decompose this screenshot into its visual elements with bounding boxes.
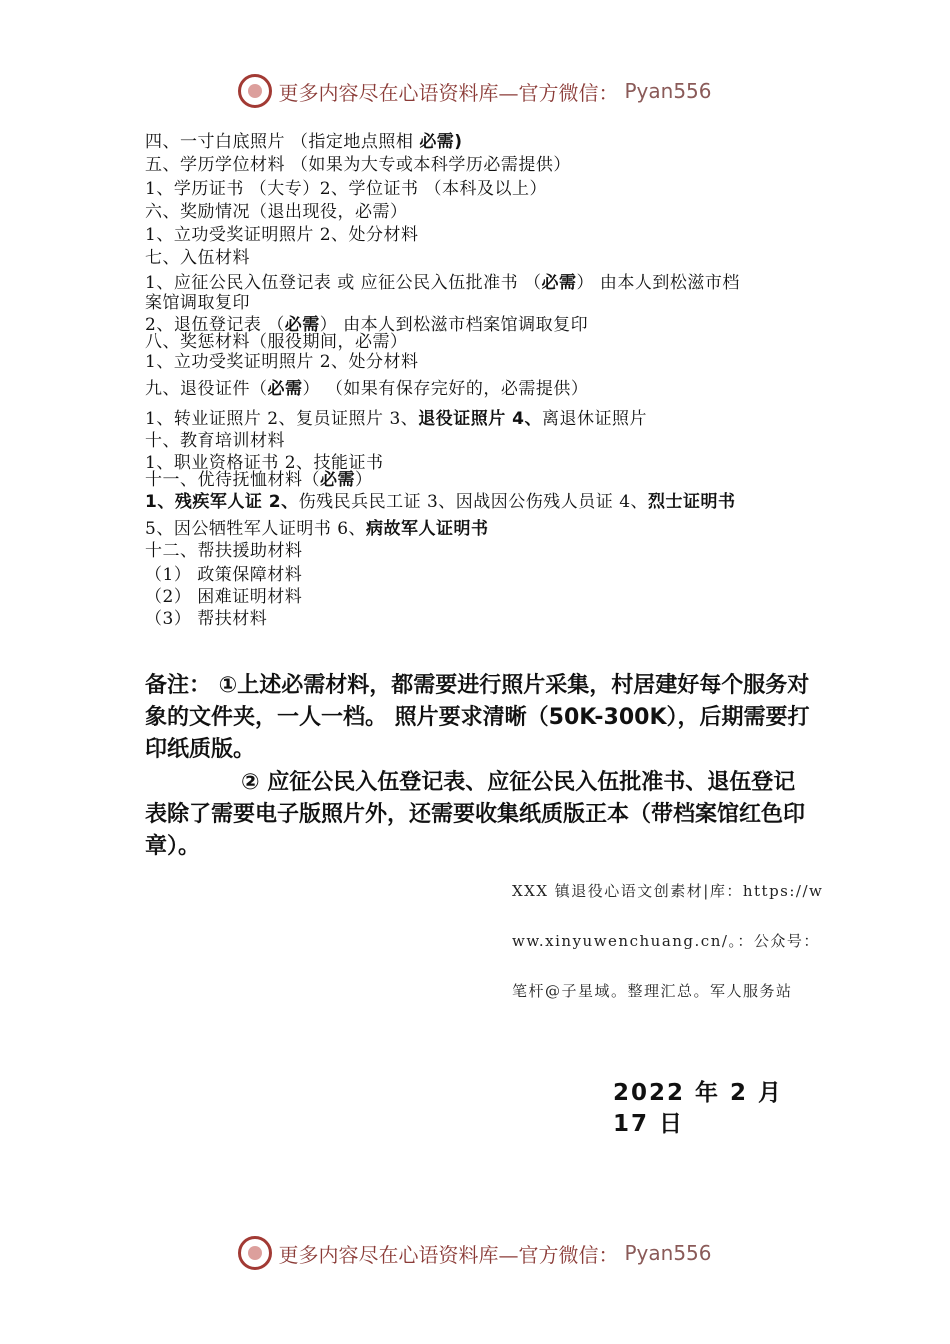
line-text: ） 由本人到松滋市档案馆调取复印 bbox=[319, 315, 589, 335]
line-text: 1、学历证书 （大专）2、学位证书 （本科及以上） bbox=[145, 179, 547, 199]
list-line bbox=[145, 609, 267, 630]
list-line bbox=[145, 248, 250, 269]
list-line bbox=[145, 409, 647, 430]
list-line bbox=[145, 352, 419, 373]
list-line bbox=[145, 202, 408, 223]
bold-text: 1、残疾军人证 2、 bbox=[145, 492, 299, 512]
bold-text: 必需 bbox=[541, 273, 577, 293]
list-line bbox=[145, 587, 302, 608]
note-1: 备注： ①上述必需材料，都需要进行照片采集，村居建好每个服务对象的文件夹，一人一档。 照片要求清晰（50K-300K），后期需要打印纸质版。 bbox=[145, 673, 810, 762]
list-line bbox=[145, 379, 588, 400]
document-date: 2022 年 2 月 17 日 bbox=[613, 1080, 784, 1137]
list-line bbox=[145, 132, 463, 153]
line-text: 2、退伍登记表 （ bbox=[145, 315, 285, 335]
watermark-top bbox=[0, 74, 950, 108]
note-2: ② 应征公民入伍登记表、应征公民入伍批准书、退伍登记表除了需要电子版照片外，还需要收集纸质版正本（带档案馆红色印章）。 bbox=[145, 770, 806, 859]
list-line bbox=[145, 225, 419, 246]
list-line bbox=[145, 155, 571, 176]
list-line bbox=[145, 431, 285, 452]
list-line bbox=[145, 541, 303, 562]
line-text: 九、退役证件（ bbox=[145, 379, 268, 399]
line-text: 七、入伍材料 bbox=[145, 248, 250, 268]
line-text: 伤残民兵民工证 3、因战因公伤残人员证 4、 bbox=[298, 492, 649, 512]
line-text: 1、应征公民入伍登记表 或 应征公民入伍批准书 （ bbox=[145, 273, 542, 293]
bold-text: 必需 bbox=[320, 470, 355, 490]
watermark-text: 更多内容尽在心语资料库—官方微信： bbox=[278, 1242, 619, 1267]
list-line bbox=[145, 470, 373, 491]
line-text: （3） 帮扶材料 bbox=[145, 609, 268, 629]
watermark-bottom bbox=[0, 1236, 950, 1270]
line-text: ） 由本人到松滋市档 bbox=[576, 273, 740, 293]
line-text: 1、立功受奖证明照片 2、处分材料 bbox=[145, 352, 419, 372]
line-text: 离退休证照片 bbox=[542, 409, 648, 429]
watermark-id: Pyan556 bbox=[624, 79, 712, 103]
line-text: 十、教育培训材料 bbox=[145, 431, 285, 451]
bold-text: 退役证照片 4、 bbox=[418, 409, 543, 429]
list-line bbox=[145, 273, 740, 294]
list-line bbox=[145, 519, 489, 540]
watermark-id: Pyan556 bbox=[624, 1241, 712, 1265]
line-text: 1、转业证照片 2、复员证照片 3、 bbox=[145, 409, 419, 429]
bold-text: 必需 bbox=[284, 315, 320, 335]
logo-icon bbox=[238, 1236, 272, 1270]
line-text: 十一、优待抚恤材料（ bbox=[145, 470, 320, 490]
line-text: ） （如果有保存完好的，必需提供） bbox=[302, 379, 589, 399]
line-text: 1、职业资格证书 2、技能证书 bbox=[145, 453, 384, 473]
line-text: ） bbox=[355, 470, 373, 490]
list-line bbox=[145, 293, 250, 314]
bold-text: 必需) bbox=[419, 132, 463, 152]
line-text: （2） 困难证明材料 bbox=[145, 587, 303, 607]
line-text: （1） 政策保障材料 bbox=[145, 565, 303, 585]
line-text: 5、因公牺牲军人证明书 6、 bbox=[145, 519, 367, 539]
line-text: 四、一寸白底照片 （指定地点照相 bbox=[145, 132, 420, 152]
list-line bbox=[145, 332, 408, 353]
list-line bbox=[145, 179, 547, 200]
line-text: 五、学历学位材料 （如果为大专或本科学历必需提供） bbox=[145, 155, 571, 175]
list-line bbox=[145, 565, 302, 586]
logo-icon bbox=[238, 74, 272, 108]
watermark-text: 更多内容尽在心语资料库—官方微信： bbox=[278, 80, 619, 105]
line-text: 十二、帮扶援助材料 bbox=[145, 541, 303, 561]
bold-text: 病故军人证明书 bbox=[366, 519, 489, 539]
line-text: 八、奖惩材料（服役期间，必需） bbox=[145, 332, 408, 352]
list-line bbox=[145, 492, 736, 513]
line-text: 六、奖励情况（退出现役，必需） bbox=[145, 202, 408, 222]
credit-text: XXX 镇退役心语文创素材|库：https://www.xinyuwenchuang.cn/。：公众号：笔杆@子星域。整理汇总。军人服务站 bbox=[512, 882, 824, 1000]
bold-text: 必需 bbox=[267, 379, 303, 399]
line-text: 1、立功受奖证明照片 2、处分材料 bbox=[145, 225, 419, 245]
line-text: 案馆调取复印 bbox=[145, 293, 250, 313]
bold-text: 烈士证明书 bbox=[648, 492, 736, 512]
